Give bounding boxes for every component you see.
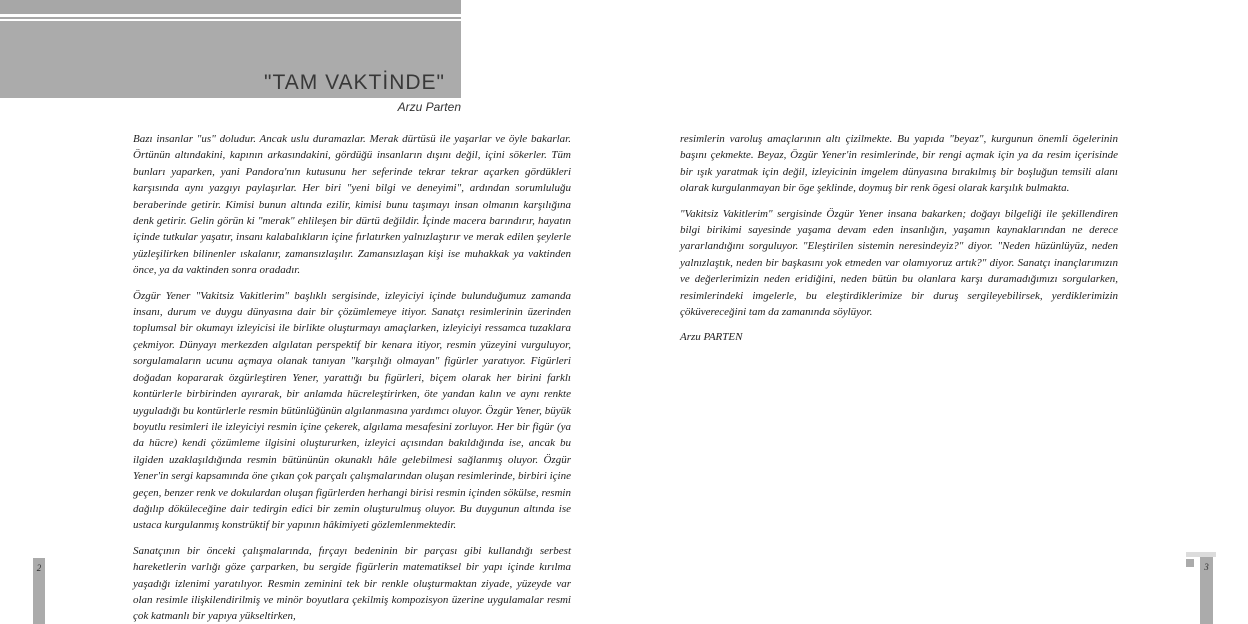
article-paragraph: "Vakitsiz Vakitlerim" sergisinde Özgür Yener insana bakarken; doğayı bilgeliği ile şekillendiren bilgi birikimi sayesinde yaşama devam eden insanlığın, yaşamın kaynaklarından ne derece yararlandığını sorguluyor. "Eleştirilen sistemin neresindeyiz?" diyor. "Neden hüzünlüyüz, neden yalnızlaştık, neden bir başkasını yok etmeden var olamıyoruz artık?" diyor. Sanatçı inançlarımızın ve değerlerimizin neden eridiğini, neden bütün bu olanlara karşı duramadığımızı sorgularken, resimlerindeki imgelerle, bu eleştirdiklerimize bir duruş sergileyebilirsek, yerdiklerimizin çöküvereceğini tam da zamanında söylüyor.: [680, 207, 1118, 319]
header-gray-block: [0, 21, 461, 98]
page-number-left: 2: [36, 563, 42, 573]
author-byline: Arzu Parten: [397, 100, 461, 114]
page-title: "TAM VAKTİNDE": [264, 71, 445, 94]
article-paragraph: resimlerin varoluş amaçlarının altı çizilmekte. Bu yapıda "beyaz", kurgunun önemli ögelerinin başını çekmekte. Beyaz, Özgür Yener'in resimlerinde, bir rengi açmak için ya da resim içerisinde bir ışık yaratmak için değil, izleyicinin imgelem dünyasına bırakılmış bir boşluğun temsili alanı olarak kurgulanmayan bir öge şeklinde, doymuş bir renk ögesi olarak karşılık bulmakta.: [680, 133, 1118, 195]
right-page-tab: [1200, 557, 1213, 624]
article-column-right: [680, 131, 1118, 355]
article-paragraph: Sanatçının bir önceki çalışmalarında, fırçayı bedeninin bir parçası gibi kullandığı serbest hareketlerin varlığı göze çarparken, bu sergide figürlerin matematiksel bir yapı içinde kırılma yaşadığı izlenimi yaratılıyor. Resmin zeminini tek bir renkle oluşturmaktan ziyade, yüzeyde var olan resimle ilişkilendirilmiş ve minör boyutlara çekilmiş kompozisyon üzerine uygulamalar resmi çok katmanlı bir yapıya yükseltirken,: [133, 544, 571, 623]
header-top-strip: [0, 0, 461, 14]
article-column-left: [133, 131, 571, 624]
author-signature: Arzu PARTEN: [680, 331, 743, 344]
article-paragraph: Özgür Yener "Vakitsiz Vakitlerim" başlıklı sergisinde, izleyiciyi içinde bulunduğumuz zamanda insanı, durum ve duygu dünyasına dair bir çözümlemeye itiyor. Sanatçı resimlerinin üzerinden toplumsal bir okumayı izleyicisi ile birlikte oluşturmayı amaçlarken, izleyiciyi ressamca tuzaklara çekmiyor. Dünyayı merkezden algılatan perspektif bir kenara itiyor, resmin yüzeyini vurguluyor, sorgulamaların ucunu açmaya olanak tanıyan "karşılığı olmayan" figürler yaratıyor. Figürleri doğadan kopararak özgürleştiren Yener, yarattığı bu figürleri, biçem olarak her birini farklı kontürlerle birbirinden ayırarak, bir anlamda hücreleştirirken, öte yandan kalın ve aynı renkte uyguladığı bu kontürlerle resmin bütünlüğünün algılanmasına yardımcı oluyor. Özgür Yener, büyük boyutlu resimleri ile izleyiciyi resmin içine çekerek, algılama mesafesini zorluyor. Her bir figür (ya da hücre) kendi çözümleme ilgisini oluştururken, izleyici açısından bakıldığında ise, ancak bu ilgiden uzaklaşıldığında resmin bütününün okunaklı hâle gelebilmesi sağlanmış oluyor. Özgür Yener'in sergi kapsamında öne çıkan çok parçalı çalışmalarından oluşan resimlerinde, birbiri içine geçen, benzer renk ve dokulardan oluşan figürlerden herhangi birisi resmin içinden sökülse, resmin dağılıp döküleceğine dair tedirgin edici bir zemin oluşturulmuş oluyor. Bu duygunun altında ise ustaca kurgulanmış konstrüktif bir yapının hâkimiyeti gözlemlenmektedir.: [133, 289, 571, 532]
article-paragraph: Bazı insanlar "us" doludur. Ancak uslu duramazlar. Merak dürtüsü ile yaşarlar ve öyle bakarlar. Örtünün altındakini, kapının arkasındakini, gördüğü insanların dışını değil, içini sökerler. Tüm bunları yaparken, yani Pandora'nın kutusunu her seferinde tekrar tekrar açarken gördükleri karşısında aynı yazgıyı paylaşırlar. Her biri "yeni bilgi ve deneyimi", ardından sorumluluğu beraberinde getirir. Kimisi bunun altında ezilir, kimisi bunu taşımayı insan olmanın karşılığına denk getirir. Gelin görün ki "merak" ehlileşen bir dürtü değildir. İçinde macera barındırır, hayatın içinde tutkular yaşatır, insanı kalabalıkların içine fırlatırken yalnızlaştırır ve merak edilen şeylerle yüzleşilirken bilinenler ıskalanır, zamansızlaşılır. Zamansızlaşan kişi ise muhakkak ya vaktinden önce, ya da vaktinden sonra oradadır.: [133, 133, 571, 277]
page-number-right: 3: [1204, 562, 1209, 572]
header-divider-rule: [0, 17, 461, 19]
left-page-tab: [33, 558, 45, 624]
right-tab-square: [1186, 559, 1194, 567]
